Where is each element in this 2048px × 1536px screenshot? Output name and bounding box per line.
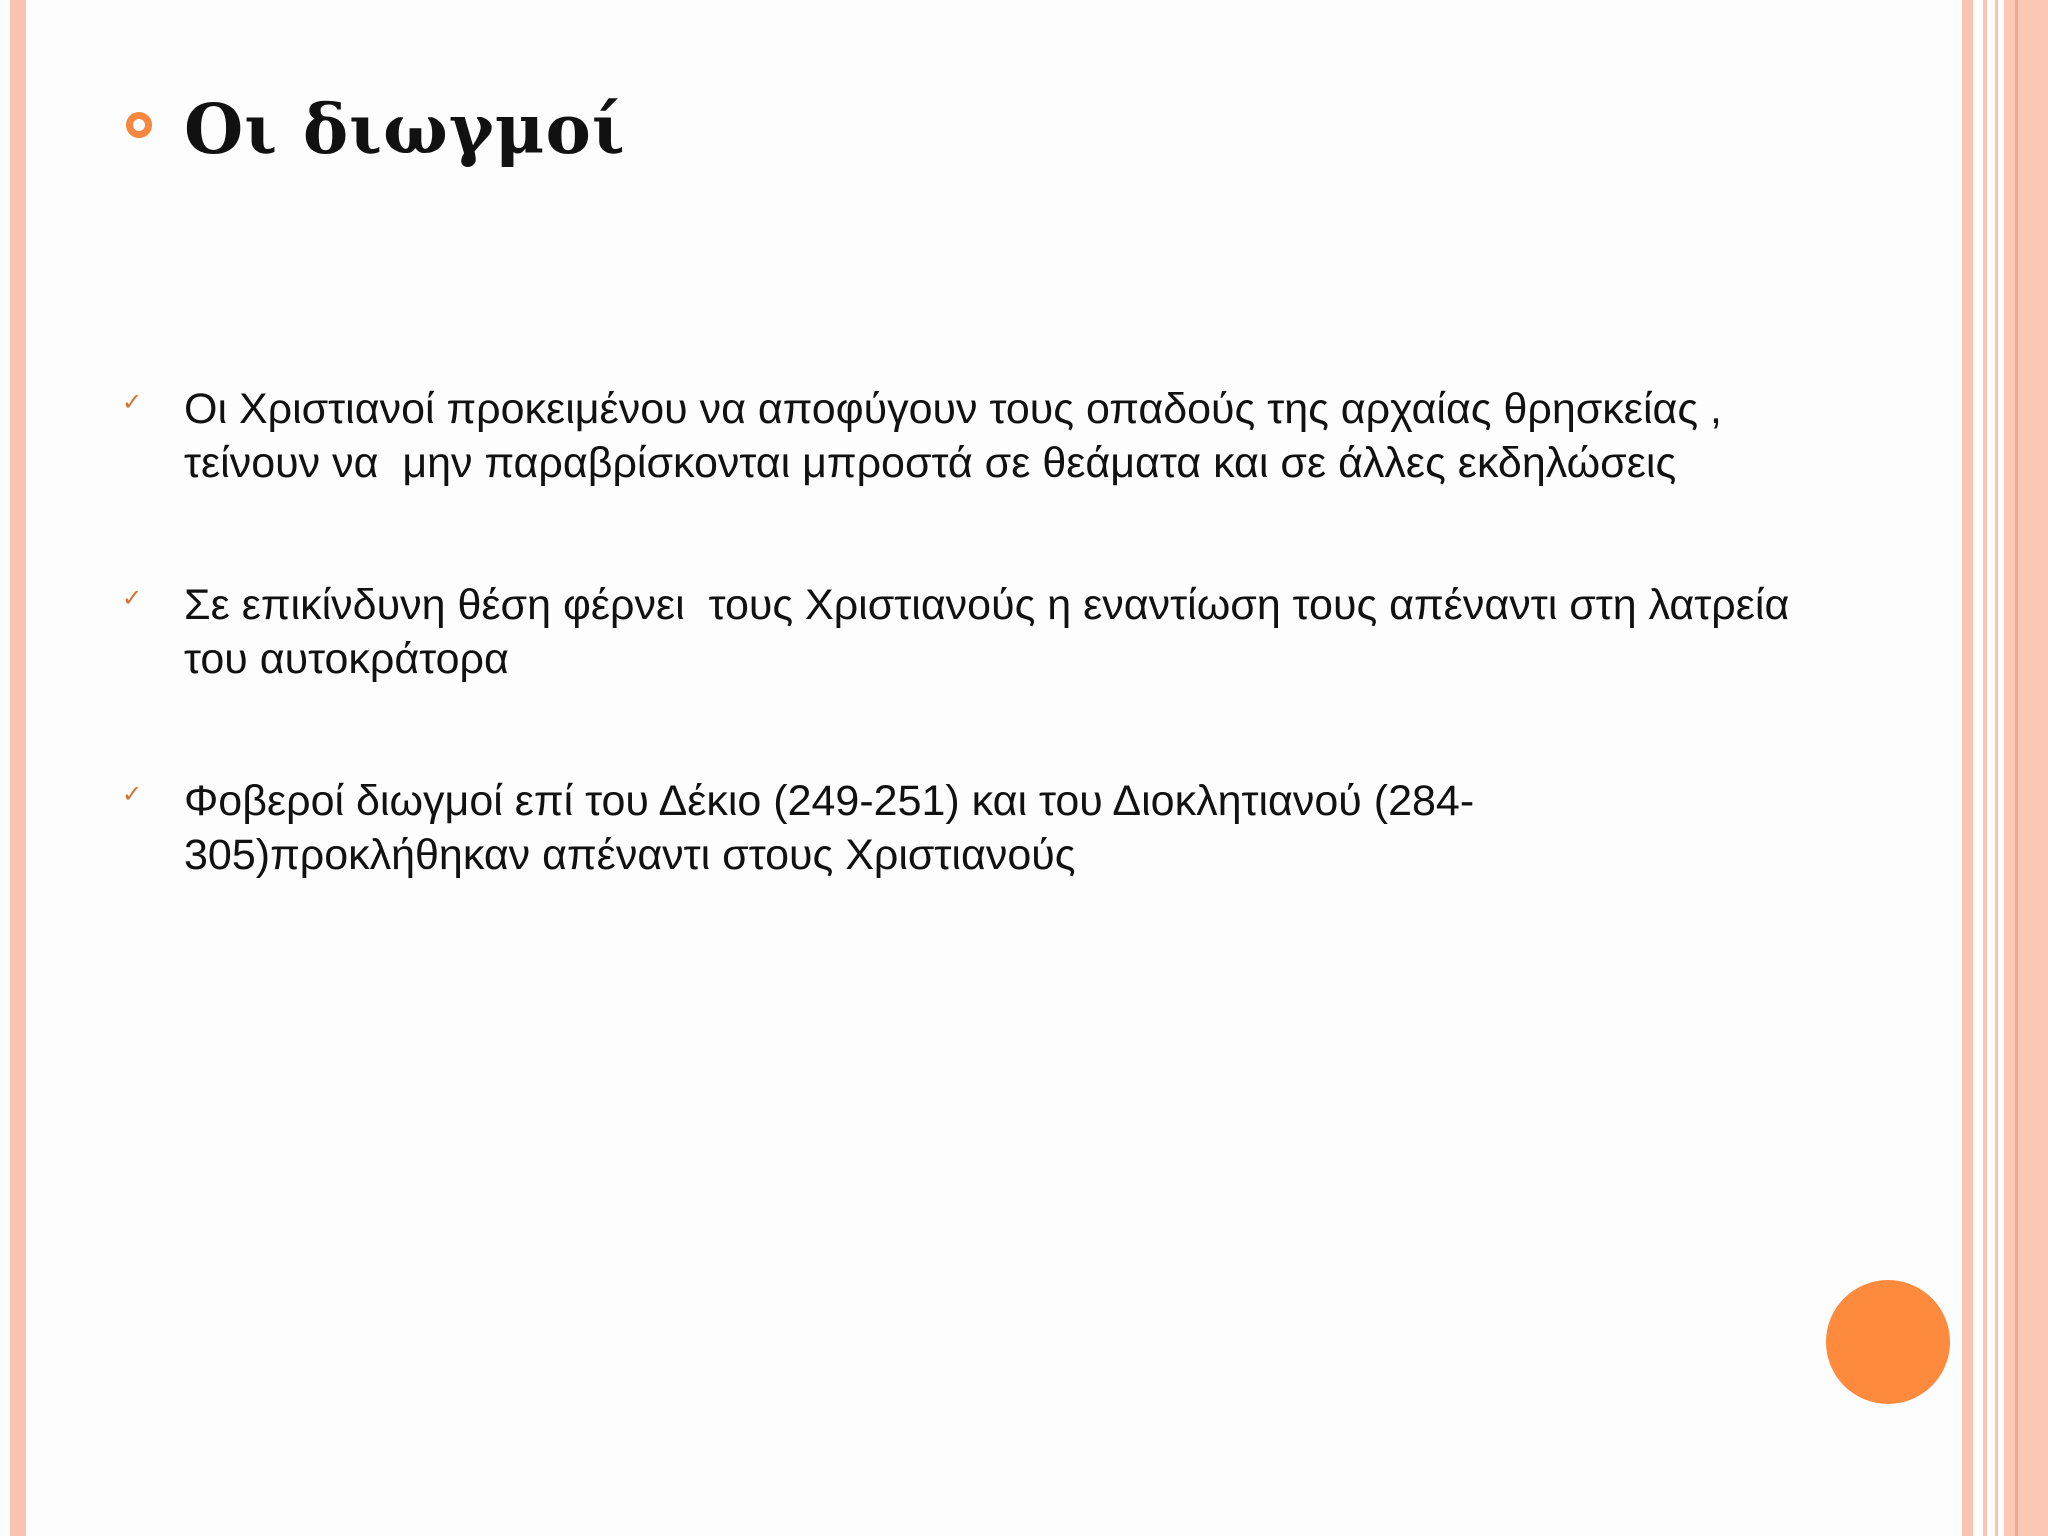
checkmark-icon: ✓ bbox=[122, 388, 143, 416]
bullet-text: Οι Χριστιανοί προκειμένου να αποφύγουν τους οπαδούς της αρχαίας θρησκείας , τείνουν να μην παραβρίσκονται μπροστά σε θεάματα και σε άλλες εκδηλώσεις bbox=[184, 385, 1723, 487]
list-item bbox=[122, 382, 1912, 490]
bullet-text: Σε επικίνδυνη θέση φέρνει τους Χριστιανούς η εναντίωση τους απέναντι στη λατρεία του αυτοκράτορα bbox=[184, 581, 1790, 683]
right-border-line bbox=[1995, 0, 1998, 1536]
list-item bbox=[122, 774, 1912, 882]
list-item bbox=[122, 578, 1912, 686]
right-border-decoration bbox=[1962, 0, 1973, 1536]
left-border-decoration bbox=[10, 0, 26, 1536]
decorative-orange-dot bbox=[1826, 1280, 1950, 1404]
ring-bullet-icon bbox=[126, 112, 152, 138]
title-row bbox=[126, 80, 626, 180]
right-edge-decoration bbox=[2004, 0, 2048, 1536]
checkmark-icon: ✓ bbox=[122, 780, 143, 808]
bullet-list bbox=[122, 382, 1912, 970]
slide-title: Οι διωγμοί bbox=[184, 90, 626, 170]
right-edge-line bbox=[2015, 0, 2018, 1536]
right-border-line bbox=[1983, 0, 1987, 1536]
checkmark-icon: ✓ bbox=[122, 584, 143, 612]
bullet-text: Φοβεροί διωγμοί επί του Δέκιο (249-251) και του Διοκλητιανού (284- 305)προκλήθηκαν απέναντι στους Χριστιανούς bbox=[184, 777, 1475, 879]
